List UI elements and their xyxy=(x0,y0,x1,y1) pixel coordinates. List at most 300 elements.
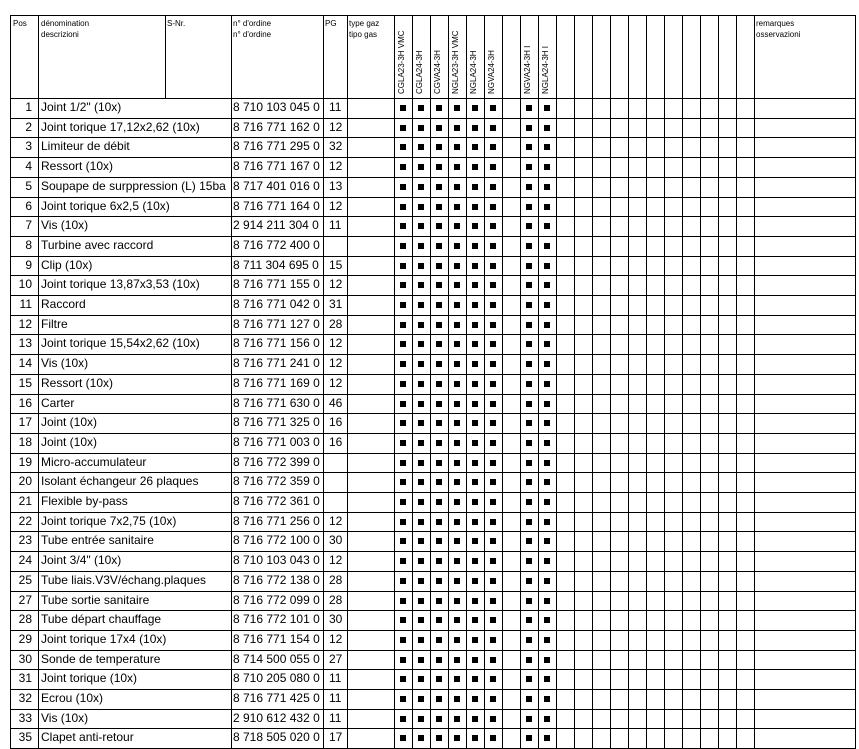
header-model-4: NGLA24-3H xyxy=(469,50,478,94)
applicability-mark xyxy=(400,558,406,564)
row-order-number: 8 716 771 003 0 xyxy=(233,435,320,449)
applicability-mark xyxy=(454,263,460,269)
row-pg: 31 xyxy=(329,297,343,311)
applicability-mark xyxy=(490,243,496,249)
row-denomination: Tube départ chauffage xyxy=(41,612,162,626)
applicability-mark xyxy=(436,282,442,288)
applicability-mark xyxy=(490,479,496,485)
applicability-mark xyxy=(436,519,442,525)
applicability-mark xyxy=(472,341,478,347)
applicability-mark xyxy=(454,598,460,604)
applicability-mark xyxy=(418,420,424,426)
applicability-mark xyxy=(472,598,478,604)
applicability-mark xyxy=(544,558,550,564)
applicability-mark xyxy=(490,401,496,407)
row-denomination: Ressort (10x) xyxy=(41,376,114,390)
applicability-mark xyxy=(526,440,532,446)
row-denomination: Joint (10x) xyxy=(41,415,98,429)
row-pos: 5 xyxy=(25,179,32,193)
row-pos: 19 xyxy=(18,455,32,469)
applicability-mark xyxy=(490,341,496,347)
applicability-mark xyxy=(400,578,406,584)
applicability-mark xyxy=(490,105,496,111)
applicability-mark xyxy=(472,578,478,584)
applicability-mark xyxy=(400,401,406,407)
applicability-mark xyxy=(472,499,478,505)
applicability-mark xyxy=(490,420,496,426)
applicability-mark xyxy=(490,381,496,387)
applicability-mark xyxy=(436,105,442,111)
applicability-mark xyxy=(526,420,532,426)
applicability-mark xyxy=(544,204,550,210)
applicability-mark xyxy=(400,716,406,722)
applicability-mark xyxy=(418,341,424,347)
row-pg: 13 xyxy=(329,179,343,193)
applicability-mark xyxy=(436,223,442,229)
applicability-mark xyxy=(418,401,424,407)
applicability-mark xyxy=(544,341,550,347)
row-pos: 21 xyxy=(18,494,32,508)
row-pg: 28 xyxy=(329,573,343,587)
row-pos: 11 xyxy=(19,297,32,311)
row-denomination: Sonde de temperature xyxy=(41,652,161,666)
applicability-mark xyxy=(490,499,496,505)
row-order-number: 8 716 772 101 0 xyxy=(233,612,320,626)
applicability-mark xyxy=(490,460,496,466)
applicability-mark xyxy=(472,696,478,702)
applicability-mark xyxy=(526,735,532,741)
applicability-mark xyxy=(526,676,532,682)
applicability-mark xyxy=(490,164,496,170)
grid-vline xyxy=(430,15,431,748)
row-denomination: Turbine avec raccord xyxy=(41,238,154,252)
row-order-number: 8 710 205 080 0 xyxy=(233,671,320,685)
applicability-mark xyxy=(400,243,406,249)
applicability-mark xyxy=(436,184,442,190)
applicability-mark xyxy=(544,381,550,387)
applicability-mark xyxy=(436,164,442,170)
applicability-mark xyxy=(472,420,478,426)
applicability-mark xyxy=(472,164,478,170)
applicability-mark xyxy=(544,184,550,190)
row-pg: 16 xyxy=(329,435,343,449)
applicability-mark xyxy=(436,302,442,308)
applicability-mark xyxy=(454,381,460,387)
row-denomination: Joint torique 17,12x2,62 (10x) xyxy=(41,120,200,134)
applicability-mark xyxy=(418,617,424,623)
applicability-mark xyxy=(472,519,478,525)
grid-vline xyxy=(412,15,413,748)
applicability-mark xyxy=(454,282,460,288)
row-pos: 25 xyxy=(18,573,32,587)
applicability-mark xyxy=(400,460,406,466)
applicability-mark xyxy=(544,657,550,663)
applicability-mark xyxy=(418,243,424,249)
row-denomination: Joint torique 13,87x3,53 (10x) xyxy=(41,277,200,291)
header-order-number: n° d'ordine n° d'ordine xyxy=(233,19,272,39)
row-pos: 33 xyxy=(18,711,32,725)
grid-vline xyxy=(736,15,737,748)
applicability-mark xyxy=(436,716,442,722)
applicability-mark xyxy=(418,204,424,210)
applicability-mark xyxy=(544,302,550,308)
applicability-mark xyxy=(418,657,424,663)
applicability-mark xyxy=(436,243,442,249)
applicability-mark xyxy=(418,696,424,702)
row-order-number: 8 711 304 695 0 xyxy=(233,258,319,272)
grid-vline xyxy=(556,15,557,748)
applicability-mark xyxy=(544,598,550,604)
applicability-mark xyxy=(490,637,496,643)
applicability-mark xyxy=(400,125,406,131)
applicability-mark xyxy=(472,617,478,623)
applicability-mark xyxy=(544,401,550,407)
row-order-number: 8 717 401 016 0 xyxy=(233,179,320,193)
row-order-number: 8 716 771 241 0 xyxy=(233,356,320,370)
row-pg: 17 xyxy=(329,730,343,744)
row-pos: 35 xyxy=(18,730,32,744)
applicability-mark xyxy=(454,223,460,229)
row-order-number: 8 716 771 162 0 xyxy=(233,120,320,134)
grid-vline xyxy=(520,15,521,748)
applicability-mark xyxy=(436,617,442,623)
row-order-number: 8 710 103 043 0 xyxy=(233,553,320,567)
applicability-mark xyxy=(400,696,406,702)
applicability-mark xyxy=(544,361,550,367)
applicability-mark xyxy=(526,499,532,505)
applicability-mark xyxy=(400,302,406,308)
row-order-number: 8 716 771 155 0 xyxy=(233,277,320,291)
row-order-number: 8 716 771 325 0 xyxy=(233,415,320,429)
row-denomination: Ecrou (10x) xyxy=(41,691,104,705)
applicability-mark xyxy=(400,637,406,643)
grid-vline xyxy=(38,15,39,748)
row-order-number: 8 718 505 020 0 xyxy=(233,730,320,744)
grid-vline xyxy=(592,15,593,748)
row-pos: 16 xyxy=(18,396,32,410)
applicability-mark xyxy=(526,282,532,288)
row-pos: 15 xyxy=(18,376,32,390)
grid-vline xyxy=(718,15,719,748)
applicability-mark xyxy=(526,223,532,229)
applicability-mark xyxy=(472,184,478,190)
applicability-mark xyxy=(544,144,550,150)
applicability-mark xyxy=(400,381,406,387)
row-order-number: 8 716 771 154 0 xyxy=(233,632,320,646)
row-pg: 12 xyxy=(329,553,343,567)
applicability-mark xyxy=(490,598,496,604)
grid-vline xyxy=(165,15,166,98)
applicability-mark xyxy=(454,716,460,722)
applicability-mark xyxy=(436,361,442,367)
row-denomination: Filtre xyxy=(41,317,68,331)
row-denomination: Tube entrée sanitaire xyxy=(41,533,154,547)
applicability-mark xyxy=(526,381,532,387)
applicability-mark xyxy=(490,361,496,367)
row-denomination: Raccord xyxy=(41,297,86,311)
applicability-mark xyxy=(472,263,478,269)
applicability-mark xyxy=(490,223,496,229)
applicability-mark xyxy=(418,184,424,190)
applicability-mark xyxy=(400,361,406,367)
applicability-mark xyxy=(418,144,424,150)
applicability-mark xyxy=(490,657,496,663)
applicability-mark xyxy=(472,538,478,544)
row-denomination: Micro-accumulateur xyxy=(41,455,147,469)
row-denomination: Vis (10x) xyxy=(41,218,89,232)
applicability-mark xyxy=(454,558,460,564)
applicability-mark xyxy=(490,125,496,131)
applicability-mark xyxy=(472,716,478,722)
grid-vline xyxy=(700,15,701,748)
applicability-mark xyxy=(418,223,424,229)
row-pg: 28 xyxy=(329,593,343,607)
row-order-number: 8 710 103 045 0 xyxy=(233,100,320,114)
applicability-mark xyxy=(490,716,496,722)
applicability-mark xyxy=(490,322,496,328)
applicability-mark xyxy=(526,716,532,722)
applicability-mark xyxy=(400,263,406,269)
applicability-mark xyxy=(526,361,532,367)
applicability-mark xyxy=(472,735,478,741)
applicability-mark xyxy=(454,243,460,249)
row-pg: 28 xyxy=(329,317,343,331)
applicability-mark xyxy=(418,302,424,308)
row-denomination: Flexible by-pass xyxy=(41,494,128,508)
row-denomination: Vis (10x) xyxy=(41,711,89,725)
header-model-0: CGLA23-3H VMC xyxy=(397,30,406,94)
applicability-mark xyxy=(418,282,424,288)
row-pg xyxy=(329,453,347,473)
applicability-mark xyxy=(418,460,424,466)
row-denomination: Limiteur de débit xyxy=(41,139,130,153)
applicability-mark xyxy=(526,322,532,328)
applicability-mark xyxy=(400,538,406,544)
row-pos: 1 xyxy=(25,100,32,114)
row-order-number: 8 716 771 156 0 xyxy=(233,336,320,350)
applicability-mark xyxy=(490,184,496,190)
applicability-mark xyxy=(418,440,424,446)
row-pg xyxy=(329,492,347,512)
applicability-mark xyxy=(436,538,442,544)
applicability-mark xyxy=(472,381,478,387)
applicability-mark xyxy=(526,578,532,584)
applicability-mark xyxy=(454,499,460,505)
applicability-mark xyxy=(526,243,532,249)
applicability-mark xyxy=(418,164,424,170)
row-order-number: 8 716 771 169 0 xyxy=(233,376,320,390)
row-denomination: Carter xyxy=(41,396,75,410)
grid-vline xyxy=(610,15,611,748)
row-pg: 12 xyxy=(329,356,343,370)
header-model-3: NGLA23-3H VMC xyxy=(451,30,460,94)
applicability-mark xyxy=(526,637,532,643)
row-denomination: Joint torique 15,54x2,62 (10x) xyxy=(41,336,200,350)
row-pos: 23 xyxy=(18,533,32,547)
applicability-mark xyxy=(400,204,406,210)
row-pos: 14 xyxy=(18,356,32,370)
row-pg: 12 xyxy=(329,120,343,134)
applicability-mark xyxy=(436,401,442,407)
row-order-number: 8 716 771 167 0 xyxy=(233,159,320,173)
row-pg: 12 xyxy=(329,159,343,173)
row-pos: 20 xyxy=(18,474,32,488)
applicability-mark xyxy=(436,499,442,505)
applicability-mark xyxy=(526,538,532,544)
applicability-mark xyxy=(418,637,424,643)
row-pos: 12 xyxy=(18,317,32,331)
applicability-mark xyxy=(436,125,442,131)
header-model-5: NGVA24-3H xyxy=(487,50,496,94)
grid-vline xyxy=(754,15,755,748)
applicability-mark xyxy=(436,578,442,584)
row-pg: 27 xyxy=(329,652,343,666)
applicability-mark xyxy=(454,322,460,328)
row-order-number: 8 716 772 138 0 xyxy=(233,573,320,587)
applicability-mark xyxy=(526,263,532,269)
applicability-mark xyxy=(544,499,550,505)
header-pos: Pos xyxy=(13,19,27,28)
applicability-mark xyxy=(472,302,478,308)
row-pos: 29 xyxy=(18,632,32,646)
row-pg: 30 xyxy=(329,533,343,547)
grid-vline xyxy=(231,15,232,748)
row-denomination: Soupape de surppression (L) 15ba xyxy=(41,179,226,193)
applicability-mark xyxy=(472,440,478,446)
applicability-mark xyxy=(418,735,424,741)
row-pg: 11 xyxy=(329,711,342,725)
applicability-mark xyxy=(454,519,460,525)
applicability-mark xyxy=(454,401,460,407)
row-denomination: Ressort (10x) xyxy=(41,159,114,173)
applicability-mark xyxy=(472,322,478,328)
row-pos: 2 xyxy=(25,120,32,134)
row-pg xyxy=(329,236,347,256)
row-pos: 9 xyxy=(25,258,32,272)
header-denomination: dénomination descrizioni xyxy=(41,19,90,39)
applicability-mark xyxy=(526,204,532,210)
applicability-mark xyxy=(400,341,406,347)
applicability-mark xyxy=(400,598,406,604)
applicability-mark xyxy=(436,263,442,269)
row-denomination: Clapet anti-retour xyxy=(41,730,134,744)
applicability-mark xyxy=(454,460,460,466)
row-order-number: 8 716 771 425 0 xyxy=(233,691,320,705)
applicability-mark xyxy=(472,460,478,466)
header-serial-number: S-Nr. xyxy=(167,19,186,28)
applicability-mark xyxy=(454,144,460,150)
grid-hline xyxy=(10,15,856,16)
applicability-mark xyxy=(454,657,460,663)
applicability-mark xyxy=(454,617,460,623)
applicability-mark xyxy=(454,637,460,643)
applicability-mark xyxy=(526,519,532,525)
applicability-mark xyxy=(490,282,496,288)
row-pg: 11 xyxy=(329,691,342,705)
applicability-mark xyxy=(490,263,496,269)
header-remarks: remarques osservazioni xyxy=(756,19,801,39)
applicability-mark xyxy=(526,144,532,150)
applicability-mark xyxy=(526,401,532,407)
row-denomination: Joint (10x) xyxy=(41,435,98,449)
row-pg: 11 xyxy=(329,671,342,685)
applicability-mark xyxy=(454,676,460,682)
applicability-mark xyxy=(418,598,424,604)
grid-vline xyxy=(347,15,348,748)
applicability-mark xyxy=(544,223,550,229)
applicability-mark xyxy=(544,460,550,466)
applicability-mark xyxy=(400,184,406,190)
applicability-mark xyxy=(526,657,532,663)
row-pg: 12 xyxy=(329,336,343,350)
row-pg: 12 xyxy=(329,199,343,213)
row-order-number: 8 716 772 400 0 xyxy=(233,238,320,252)
applicability-mark xyxy=(418,125,424,131)
applicability-mark xyxy=(526,105,532,111)
row-pos: 24 xyxy=(18,553,32,567)
header-pg: PG xyxy=(325,19,337,28)
grid-vline xyxy=(628,15,629,748)
applicability-mark xyxy=(544,479,550,485)
applicability-mark xyxy=(400,479,406,485)
header-gas-type: type gaz tipo gas xyxy=(349,19,380,39)
row-pos: 27 xyxy=(18,593,32,607)
applicability-mark xyxy=(418,479,424,485)
applicability-mark xyxy=(400,676,406,682)
applicability-mark xyxy=(544,420,550,426)
applicability-mark xyxy=(454,105,460,111)
row-order-number: 8 716 771 256 0 xyxy=(233,514,320,528)
applicability-mark xyxy=(526,460,532,466)
applicability-mark xyxy=(544,519,550,525)
row-pos: 4 xyxy=(25,159,32,173)
row-order-number: 8 716 772 361 0 xyxy=(233,494,320,508)
row-order-number: 8 716 771 295 0 xyxy=(233,139,320,153)
row-order-number: 2 914 211 304 0 xyxy=(233,218,319,232)
applicability-mark xyxy=(418,676,424,682)
row-pos: 10 xyxy=(18,277,32,291)
applicability-mark xyxy=(544,696,550,702)
applicability-mark xyxy=(400,322,406,328)
row-pg: 16 xyxy=(329,415,343,429)
row-pos: 6 xyxy=(25,199,32,213)
grid-vline xyxy=(682,15,683,748)
applicability-mark xyxy=(490,735,496,741)
grid-vline xyxy=(646,15,647,748)
row-order-number: 8 716 771 042 0 xyxy=(233,297,320,311)
applicability-mark xyxy=(436,204,442,210)
applicability-mark xyxy=(454,164,460,170)
applicability-mark xyxy=(490,538,496,544)
applicability-mark xyxy=(472,204,478,210)
row-pg: 12 xyxy=(329,632,343,646)
applicability-mark xyxy=(436,735,442,741)
grid-vline xyxy=(394,15,395,748)
applicability-mark xyxy=(472,676,478,682)
applicability-mark xyxy=(490,144,496,150)
applicability-mark xyxy=(490,578,496,584)
row-pg: 46 xyxy=(329,396,343,410)
applicability-mark xyxy=(400,144,406,150)
grid-vline xyxy=(502,15,503,748)
applicability-mark xyxy=(544,243,550,249)
applicability-mark xyxy=(418,322,424,328)
row-pg: 30 xyxy=(329,612,343,626)
applicability-mark xyxy=(454,440,460,446)
applicability-mark xyxy=(418,538,424,544)
applicability-mark xyxy=(400,657,406,663)
applicability-mark xyxy=(526,184,532,190)
